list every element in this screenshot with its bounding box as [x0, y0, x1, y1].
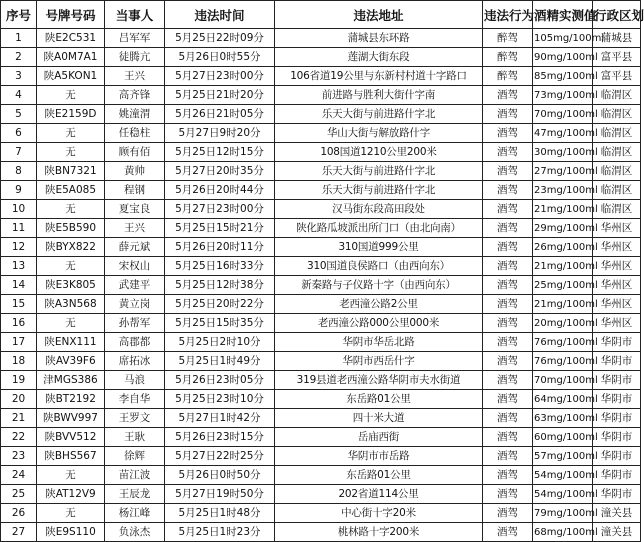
cell-alcohol: 70mg/100ml	[533, 105, 593, 124]
cell-plate: 无	[37, 143, 105, 162]
cell-district: 华阴市	[593, 371, 641, 390]
cell-alcohol: 68mg/100ml	[533, 523, 593, 542]
cell-alcohol: 105mg/100ml	[533, 29, 593, 48]
table-row	[1, 124, 641, 143]
cell-plate: 陕A3N568	[37, 295, 105, 314]
cell-party: 姚潼渭	[105, 105, 165, 124]
cell-district: 华阴市	[593, 485, 641, 504]
table-row	[1, 200, 641, 219]
cell-time: 5月27日22时25分	[165, 447, 275, 466]
cell-district: 临渭区	[593, 162, 641, 181]
cell-alcohol: 47mg/100ml	[533, 124, 593, 143]
cell-index: 11	[1, 219, 37, 238]
table-row	[1, 352, 641, 371]
cell-address: 陕化路瓜坡派出所门口（由北向南）	[275, 219, 483, 238]
cell-violation: 酒驾	[483, 485, 533, 504]
cell-plate: 陕AT12V9	[37, 485, 105, 504]
cell-plate: 无	[37, 504, 105, 523]
table-row	[1, 504, 641, 523]
table-row	[1, 523, 641, 542]
cell-address: 岳庙西街	[275, 428, 483, 447]
cell-party: 徒腾亢	[105, 48, 165, 67]
cell-time: 5月25日12时38分	[165, 276, 275, 295]
cell-address: 汉马街东段高田段处	[275, 200, 483, 219]
cell-plate: 陕E2159D	[37, 105, 105, 124]
cell-violation: 醉驾	[483, 48, 533, 67]
cell-party: 宋权山	[105, 257, 165, 276]
cell-time: 5月27日20时35分	[165, 162, 275, 181]
cell-violation: 醉驾	[483, 67, 533, 86]
table-row	[1, 390, 641, 409]
cell-address: 202省道114公里	[275, 485, 483, 504]
cell-party: 徐辉	[105, 447, 165, 466]
cell-time: 5月27日19时50分	[165, 485, 275, 504]
cell-district: 富平县	[593, 48, 641, 67]
cell-violation: 酒驾	[483, 181, 533, 200]
cell-address: 前进路与胜利大街什字南	[275, 86, 483, 105]
cell-district: 临渭区	[593, 200, 641, 219]
cell-violation: 酒驾	[483, 105, 533, 124]
cell-violation: 酒驾	[483, 504, 533, 523]
cell-plate: 陕BVV512	[37, 428, 105, 447]
cell-district: 华阴市	[593, 428, 641, 447]
cell-alcohol: 76mg/100ml	[533, 333, 593, 352]
cell-address: 106省道19公里与东新村村道十字路口	[275, 67, 483, 86]
cell-party: 夏宝良	[105, 200, 165, 219]
cell-district: 华阴市	[593, 352, 641, 371]
cell-index: 10	[1, 200, 37, 219]
cell-violation: 酒驾	[483, 409, 533, 428]
table-row	[1, 181, 641, 200]
header-address: 违法地址	[275, 1, 483, 29]
cell-plate: 陕E9S110	[37, 523, 105, 542]
cell-violation: 酒驾	[483, 333, 533, 352]
cell-alcohol: 73mg/100ml	[533, 86, 593, 105]
cell-plate: 陕E3K805	[37, 276, 105, 295]
cell-address: 华阴市华岳北路	[275, 333, 483, 352]
table-row	[1, 295, 641, 314]
cell-district: 华阴市	[593, 333, 641, 352]
cell-alcohol: 57mg/100ml	[533, 447, 593, 466]
cell-time: 5月26日20时11分	[165, 238, 275, 257]
cell-time: 5月25日1时48分	[165, 504, 275, 523]
table-row	[1, 162, 641, 181]
cell-time: 5月26日20时44分	[165, 181, 275, 200]
cell-plate: 陕A0M7A1	[37, 48, 105, 67]
cell-district: 潼关县	[593, 523, 641, 542]
cell-index: 12	[1, 238, 37, 257]
cell-violation: 酒驾	[483, 276, 533, 295]
cell-address: 东岳路01公里	[275, 390, 483, 409]
cell-district: 临渭区	[593, 124, 641, 143]
cell-party: 高郡都	[105, 333, 165, 352]
table-row	[1, 86, 641, 105]
cell-time: 5月25日16时33分	[165, 257, 275, 276]
table-row	[1, 48, 641, 67]
cell-time: 5月25日1时49分	[165, 352, 275, 371]
cell-violation: 酒驾	[483, 257, 533, 276]
cell-time: 5月26日0时55分	[165, 48, 275, 67]
cell-party: 孙帮军	[105, 314, 165, 333]
cell-violation: 醉驾	[483, 29, 533, 48]
cell-district: 华州区	[593, 219, 641, 238]
cell-party: 顾有佰	[105, 143, 165, 162]
cell-address: 四十米大道	[275, 409, 483, 428]
cell-plate: 陕E2C531	[37, 29, 105, 48]
cell-violation: 酒驾	[483, 352, 533, 371]
table-row	[1, 257, 641, 276]
cell-address: 华阴市西岳什字	[275, 352, 483, 371]
header-violation: 违法行为	[483, 1, 533, 29]
cell-address: 莲湖大街东段	[275, 48, 483, 67]
cell-party: 马浪	[105, 371, 165, 390]
cell-index: 26	[1, 504, 37, 523]
table-row	[1, 314, 641, 333]
table-row	[1, 466, 641, 485]
cell-time: 5月25日23时10分	[165, 390, 275, 409]
cell-party: 席拓冰	[105, 352, 165, 371]
cell-district: 华阴市	[593, 447, 641, 466]
table-row	[1, 409, 641, 428]
cell-address: 华山大街与解放路什字	[275, 124, 483, 143]
cell-index: 9	[1, 181, 37, 200]
cell-address: 东岳路01公里	[275, 466, 483, 485]
cell-party: 高齐锋	[105, 86, 165, 105]
cell-party: 杨江峰	[105, 504, 165, 523]
cell-index: 2	[1, 48, 37, 67]
table-row	[1, 105, 641, 124]
cell-index: 21	[1, 409, 37, 428]
cell-party: 任稳柱	[105, 124, 165, 143]
cell-district: 华州区	[593, 276, 641, 295]
cell-alcohol: 29mg/100ml	[533, 219, 593, 238]
cell-district: 临渭区	[593, 86, 641, 105]
cell-party: 李自华	[105, 390, 165, 409]
table-row	[1, 371, 641, 390]
cell-time: 5月25日20时22分	[165, 295, 275, 314]
cell-violation: 酒驾	[483, 371, 533, 390]
cell-plate: 无	[37, 314, 105, 333]
cell-address: 乐天大街与前进路什字北	[275, 162, 483, 181]
cell-plate: 无	[37, 466, 105, 485]
cell-violation: 酒驾	[483, 428, 533, 447]
header-index: 序号	[1, 1, 37, 29]
cell-address: 中心街十字20米	[275, 504, 483, 523]
cell-plate: 陕BT2192	[37, 390, 105, 409]
cell-plate: 无	[37, 200, 105, 219]
table-row	[1, 428, 641, 447]
cell-alcohol: 54mg/100ml	[533, 466, 593, 485]
cell-violation: 酒驾	[483, 523, 533, 542]
cell-plate: 津MGS386	[37, 371, 105, 390]
cell-time: 5月25日21时20分	[165, 86, 275, 105]
cell-district: 华州区	[593, 238, 641, 257]
cell-violation: 酒驾	[483, 124, 533, 143]
cell-address: 华阴市市岳路	[275, 447, 483, 466]
cell-party: 王辰龙	[105, 485, 165, 504]
cell-district: 华阴市	[593, 390, 641, 409]
cell-district: 富平县	[593, 67, 641, 86]
cell-violation: 酒驾	[483, 238, 533, 257]
cell-plate: 陕ENX111	[37, 333, 105, 352]
cell-alcohol: 54mg/100ml	[533, 485, 593, 504]
cell-address: 乐天大街与前进路什字北	[275, 181, 483, 200]
cell-time: 5月26日23时05分	[165, 371, 275, 390]
cell-party: 黄帅	[105, 162, 165, 181]
cell-alcohol: 63mg/100ml	[533, 409, 593, 428]
cell-violation: 酒驾	[483, 143, 533, 162]
cell-party: 王兴	[105, 219, 165, 238]
cell-address: 老西潼公路000公里000米	[275, 314, 483, 333]
cell-party: 薛元斌	[105, 238, 165, 257]
cell-index: 18	[1, 352, 37, 371]
cell-time: 5月27日23时00分	[165, 67, 275, 86]
cell-violation: 酒驾	[483, 466, 533, 485]
cell-alcohol: 26mg/100ml	[533, 238, 593, 257]
cell-index: 3	[1, 67, 37, 86]
cell-index: 8	[1, 162, 37, 181]
cell-plate: 无	[37, 124, 105, 143]
cell-address: 蒲城县东环路	[275, 29, 483, 48]
cell-index: 16	[1, 314, 37, 333]
cell-index: 4	[1, 86, 37, 105]
cell-alcohol: 64mg/100ml	[533, 390, 593, 409]
cell-time: 5月25日15时35分	[165, 314, 275, 333]
table-row	[1, 29, 641, 48]
cell-address: 新秦路与子仪路十字（由西向东）	[275, 276, 483, 295]
cell-plate: 陕E5A085	[37, 181, 105, 200]
cell-district: 华州区	[593, 295, 641, 314]
cell-index: 14	[1, 276, 37, 295]
cell-district: 临渭区	[593, 181, 641, 200]
table-row	[1, 143, 641, 162]
cell-index: 20	[1, 390, 37, 409]
header-party: 当事人	[105, 1, 165, 29]
cell-index: 19	[1, 371, 37, 390]
cell-address: 310国道良侯路口（由西向东）	[275, 257, 483, 276]
cell-party: 负泳杰	[105, 523, 165, 542]
cell-alcohol: 30mg/100ml	[533, 143, 593, 162]
cell-violation: 酒驾	[483, 295, 533, 314]
cell-plate: 陕BHS567	[37, 447, 105, 466]
cell-index: 22	[1, 428, 37, 447]
cell-address: 桃林路十字200米	[275, 523, 483, 542]
cell-alcohol: 21mg/100ml	[533, 295, 593, 314]
cell-alcohol: 23mg/100ml	[533, 181, 593, 200]
cell-time: 5月27日9时20分	[165, 124, 275, 143]
table-row	[1, 67, 641, 86]
cell-plate: 无	[37, 86, 105, 105]
cell-time: 5月25日1时23分	[165, 523, 275, 542]
cell-alcohol: 21mg/100ml	[533, 200, 593, 219]
cell-address: 108国道1210公里200米	[275, 143, 483, 162]
cell-index: 13	[1, 257, 37, 276]
cell-violation: 酒驾	[483, 200, 533, 219]
cell-plate: 陕AV39F6	[37, 352, 105, 371]
cell-district: 蒲城县	[593, 29, 641, 48]
cell-alcohol: 25mg/100ml	[533, 276, 593, 295]
cell-index: 23	[1, 447, 37, 466]
cell-plate: 陕BWV997	[37, 409, 105, 428]
cell-index: 7	[1, 143, 37, 162]
cell-index: 17	[1, 333, 37, 352]
header-plate: 号牌号码	[37, 1, 105, 29]
cell-index: 25	[1, 485, 37, 504]
cell-party: 王兴	[105, 67, 165, 86]
cell-party: 王罗文	[105, 409, 165, 428]
cell-time: 5月26日0时50分	[165, 466, 275, 485]
table-row	[1, 276, 641, 295]
cell-plate: 陕BYX822	[37, 238, 105, 257]
cell-party: 黄立岗	[105, 295, 165, 314]
table-body	[1, 29, 641, 542]
cell-index: 27	[1, 523, 37, 542]
table-row	[1, 333, 641, 352]
cell-plate: 陕BN7321	[37, 162, 105, 181]
cell-time: 5月27日23时00分	[165, 200, 275, 219]
cell-alcohol: 85mg/100ml	[533, 67, 593, 86]
cell-index: 24	[1, 466, 37, 485]
cell-index: 6	[1, 124, 37, 143]
cell-district: 华阴市	[593, 466, 641, 485]
header-time: 违法时间	[165, 1, 275, 29]
cell-time: 5月25日15时21分	[165, 219, 275, 238]
header-district: 行政区划	[593, 1, 641, 29]
cell-party: 苗江波	[105, 466, 165, 485]
cell-party: 王耿	[105, 428, 165, 447]
cell-alcohol: 90mg/100ml	[533, 48, 593, 67]
cell-district: 临渭区	[593, 105, 641, 124]
cell-time: 5月25日2时10分	[165, 333, 275, 352]
cell-time: 5月25日12时15分	[165, 143, 275, 162]
table-row	[1, 238, 641, 257]
cell-district: 华州区	[593, 257, 641, 276]
cell-time: 5月25日22时09分	[165, 29, 275, 48]
cell-plate: 陕A5KON1	[37, 67, 105, 86]
cell-violation: 酒驾	[483, 86, 533, 105]
cell-violation: 酒驾	[483, 447, 533, 466]
cell-alcohol: 70mg/100ml	[533, 371, 593, 390]
cell-violation: 酒驾	[483, 162, 533, 181]
cell-party: 吕军军	[105, 29, 165, 48]
cell-plate: 无	[37, 257, 105, 276]
cell-address: 310国道999公里	[275, 238, 483, 257]
cell-address: 老西潼公路2公里	[275, 295, 483, 314]
cell-district: 临渭区	[593, 143, 641, 162]
cell-time: 5月26日23时15分	[165, 428, 275, 447]
table-row	[1, 219, 641, 238]
cell-alcohol: 79mg/100ml	[533, 504, 593, 523]
cell-time: 5月27日1时42分	[165, 409, 275, 428]
cell-alcohol: 21mg/100ml	[533, 257, 593, 276]
cell-index: 1	[1, 29, 37, 48]
cell-alcohol: 27mg/100ml	[533, 162, 593, 181]
cell-party: 武建平	[105, 276, 165, 295]
cell-district: 华阴市	[593, 409, 641, 428]
cell-address: 乐天大街与前进路什字北	[275, 105, 483, 124]
cell-alcohol: 60mg/100ml	[533, 428, 593, 447]
table-row	[1, 485, 641, 504]
cell-alcohol: 76mg/100ml	[533, 352, 593, 371]
cell-district: 潼关县	[593, 504, 641, 523]
cell-violation: 酒驾	[483, 314, 533, 333]
cell-index: 5	[1, 105, 37, 124]
cell-alcohol: 20mg/100ml	[533, 314, 593, 333]
cell-index: 15	[1, 295, 37, 314]
cell-address: 319县道老西潼公路华阴市夫水街道	[275, 371, 483, 390]
cell-district: 华州区	[593, 314, 641, 333]
cell-plate: 陕E5B590	[37, 219, 105, 238]
cell-violation: 酒驾	[483, 390, 533, 409]
header-row	[1, 1, 641, 29]
header-alcohol: 酒精实测值	[533, 1, 593, 29]
table-row	[1, 447, 641, 466]
cell-time: 5月26日21时05分	[165, 105, 275, 124]
cell-violation: 酒驾	[483, 219, 533, 238]
cell-party: 程钢	[105, 181, 165, 200]
